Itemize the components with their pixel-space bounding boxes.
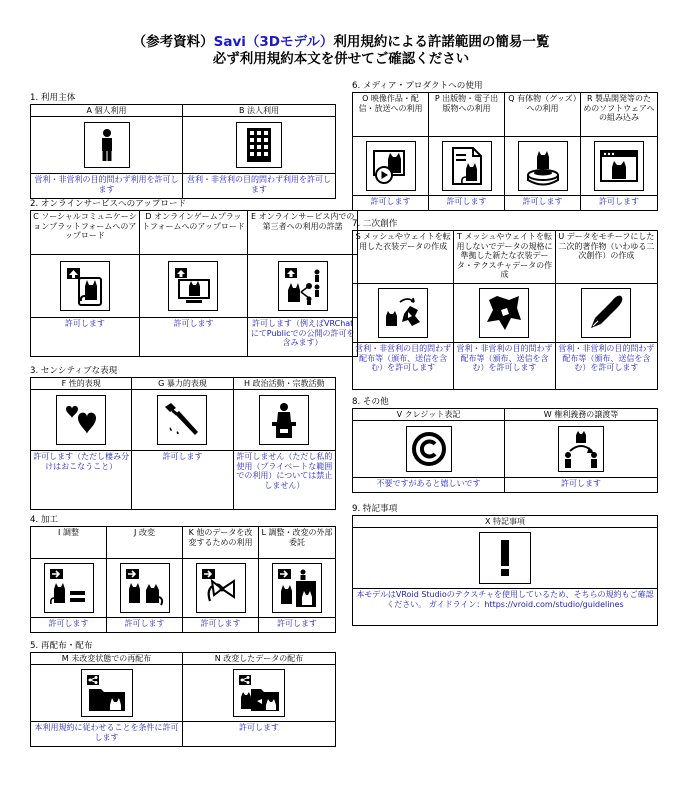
section-sensitive-expression [30,366,336,510]
document-icon [442,141,492,191]
page-subtitle: 必ず利用規約本文を併せてご確認ください [212,51,470,67]
section-modification [30,515,336,633]
cell-adjustment: I 調整 許可します [31,527,107,632]
section-title: 2. オンラインサービスへのアップロード [30,199,187,209]
section-title: 4. 加工 [30,515,59,525]
upload-smartphone-icon [60,261,110,311]
software-window-icon [594,141,644,191]
adjust-icon [44,563,94,613]
building-icon [236,122,282,168]
page-title: （参考資料）Savi（3Dモデル）利用規約による許諾範囲の簡易一覧 [132,34,550,50]
hearts-icon [56,395,106,445]
section-title: 5. 再配布・配布 [30,641,93,651]
pen-icon [581,288,631,338]
cell-unmodified-redistribution: M 未改変状態での再配布 本利用規約に従わせることを条件に許可します [31,653,183,746]
podium-icon [259,395,309,445]
section-title: 8. その他 [352,397,389,407]
cell-publication: P 出版物・電子出版物への利用 許可します [429,93,505,210]
copyright-icon [406,426,452,472]
knife-icon [157,395,207,445]
share-modified-folder-icon [233,669,285,717]
section-special-notes [352,504,658,626]
transfer-icon [558,426,604,472]
section-media-products [352,81,658,211]
cell-outsourcing: L 調整・改変の外部委託 許可します [259,527,335,632]
cell-corporate-use: B 法人利用 営利・非営利の目的問わず利用を許可します [183,105,335,198]
share-folder-icon [81,669,133,717]
video-icon [366,141,416,191]
cell-rights-transfer: W 権利義務の譲渡等 許可します [505,409,657,492]
figure-icon [518,141,568,191]
share-users-icon [278,261,328,311]
section-others [352,397,658,493]
cell-fan-creation: U データをモチーフにした二次的著作物（いわゆる二次創作）の作成 営利・非営利の目的問わず配布等（頒布、送信を含む）を許可します [556,231,657,389]
cell-video-broadcast: O 映像作品・配信・放送への利用 許可します [353,93,429,210]
section-title: 3. センシティブな表現 [30,366,118,376]
exclamation-icon [479,532,531,584]
cell-credit: V クレジット表記 不要ですがあると嬉しいです [353,409,505,492]
upload-monitor-icon [168,261,218,311]
modify-icon [120,563,170,613]
person-icon [84,122,130,168]
cell-political-religious: H 政治活動・宗教活動 許可しません（ただし私的使用（プライベートな範囲での利用）については禁止しません） [234,378,335,509]
section-online-upload [30,199,358,357]
cell-sexual-expression: F 性的表現 許可します（ただし棲み分けはおこなうこと） [31,378,132,509]
cell-modified-distribution: N 改変したデータの配布 許可します [183,653,335,746]
cell-personal-use: A 個人利用 営利・非営利の目的問わず利用を許可します [31,105,183,198]
cell-use-for-other-data: K 他のデータを改変するための利用 許可します [183,527,259,632]
cell-goods: Q 有体物（グッズ）への利用 許可します [505,93,581,210]
ribbon-icon [196,563,246,613]
cell-social-upload: C ソーシャルコミュニケーションプラットフォームへのアップロード 許可します [31,211,140,356]
cell-new-costume: T メッシュやウェイトを転用しないでデータの規格に準拠した新たな衣装データ・テクスチャデータの作成 営利・非営利の目的問わず配布等（頒布、送信を含む）を許可します [454,231,555,389]
cell-software-embedding: R 製品開発等のためのソフトウェアへの組み込み 許可します [581,93,657,210]
cell-modify: J 改変 許可します [107,527,183,632]
section-title: 6. メディア・プロダクトへの使用 [352,81,483,91]
section-usage-subject [30,93,336,199]
cell-costume-conversion: S メッシュやウェイトを転用した衣装データの作成 営利・非営利の目的問わず配布等（頒布、送信を含む）を許可します [353,231,454,389]
costume-new-icon [479,288,529,338]
outsource-icon [272,563,322,613]
section-title: 9. 特記事項 [352,504,398,514]
cell-special-note: X 特記事項 本モデルはVRoid Studioのテクスチャを使用しているため、そちらの規約もご確認ください。 ガイドライン：https://vroid.com/studio/guidelines [353,516,657,625]
section-redistribution [30,641,336,747]
cell-third-party-license: E オンラインサービス内での第三者への利用の許諾 許可します（例えばVRChatにてPublicでの公開の許可を含みます） [248,211,357,356]
cell-game-upload: D オンラインゲームプラットフォームへのアップロード 許可します [140,211,249,356]
costume-convert-icon [378,288,428,338]
section-title: 7. 二次創作 [352,219,398,229]
section-derivative-works [352,219,658,390]
section-title: 1. 利用主体 [30,93,76,103]
cell-violent-expression: G 暴力的表現 許可します [132,378,233,509]
